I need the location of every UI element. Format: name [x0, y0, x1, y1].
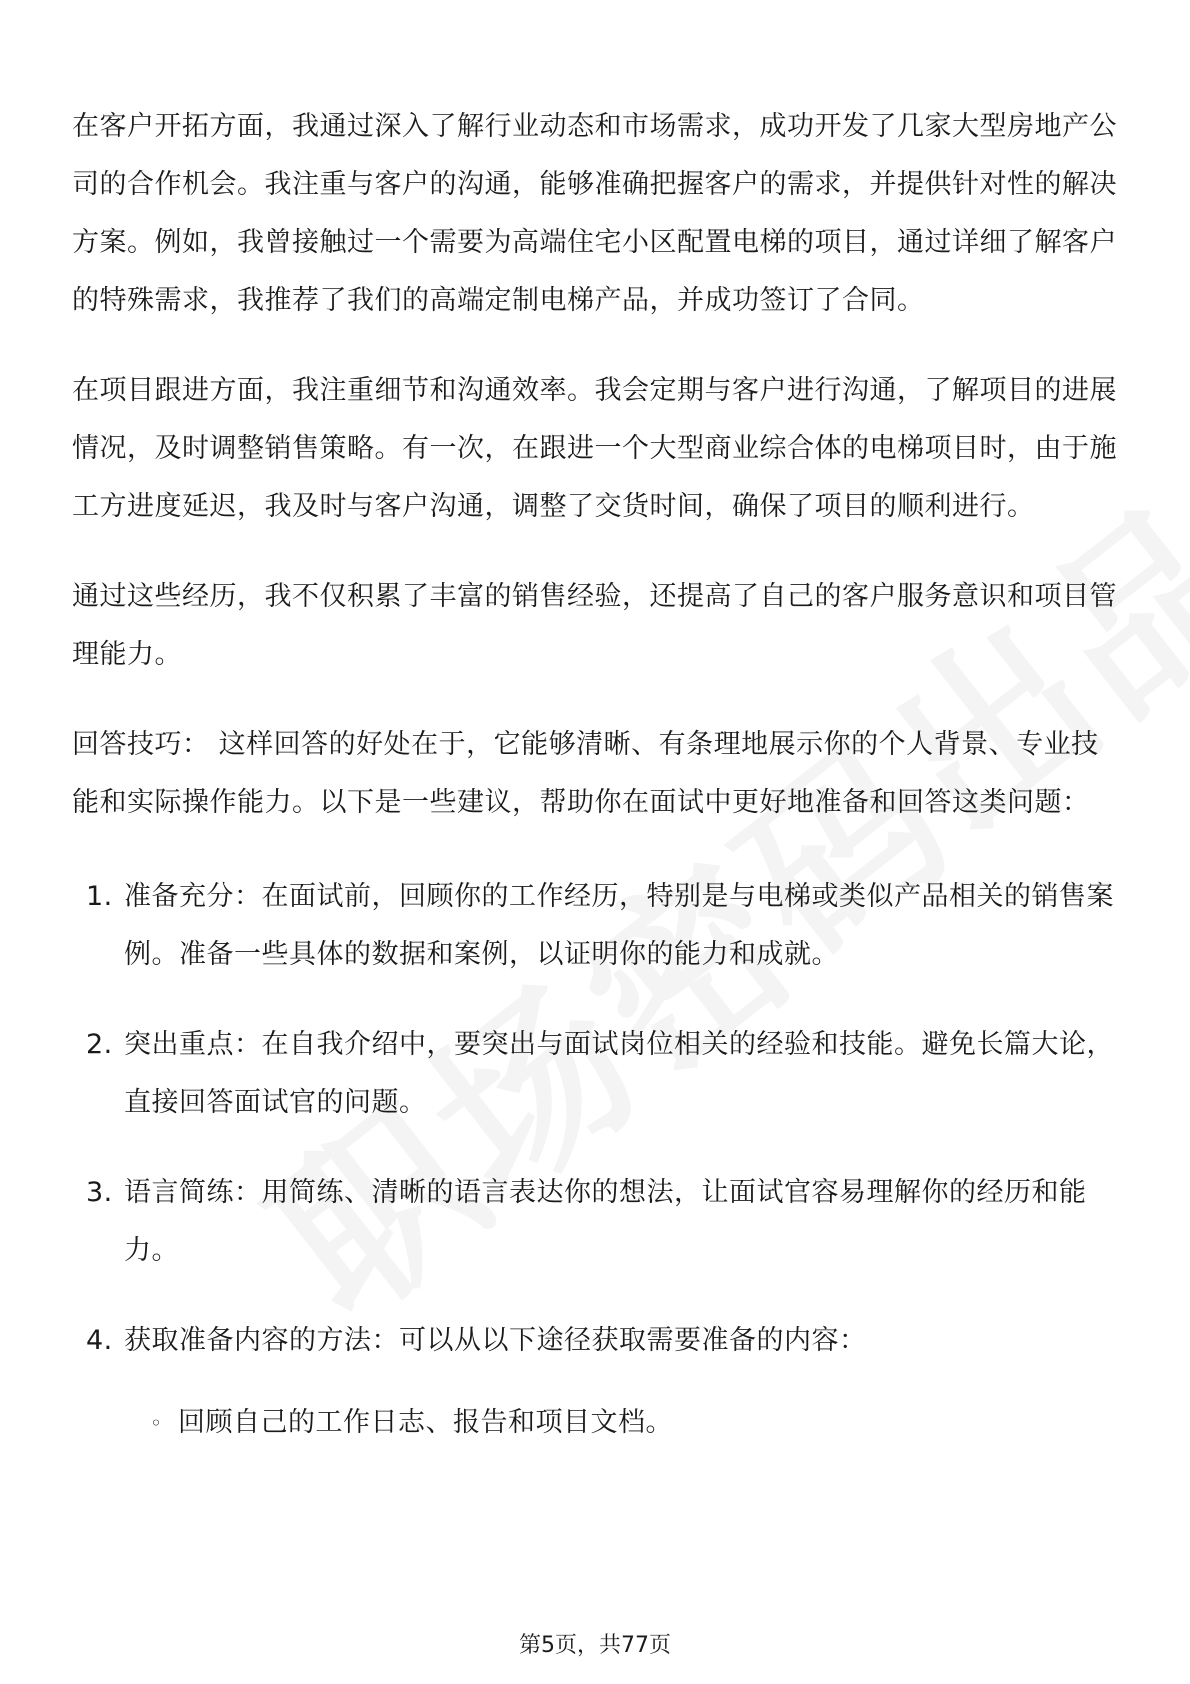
list-item-text: 语言简练：用简练、清晰的语言表达你的想法，让面试官容易理解你的经历和能力。 — [124, 1177, 1087, 1266]
list-item-text: 获取准备内容的方法：可以从以下途径获取需要准备的内容： — [124, 1325, 867, 1356]
page-number-footer: 第5页，共77页 — [519, 1633, 671, 1658]
list-item — [72, 1016, 1122, 1132]
paragraph-customer-development: 在客户开拓方面，我通过深入了解行业动态和市场需求，成功开发了几家大型房地产公司的合作机会。我注重与客户的沟通，能够准确把握客户的需求，并提供针对性的解决方案。例如，我曾接触过一个需要为高端住宅小区配置电梯的项目，通过详细了解客户的特殊需求，我推荐了我们的高端定制电梯产品，并成功签订了合同。 — [72, 111, 1117, 316]
document-body — [72, 98, 1122, 1452]
sub-list-item-text: 回顾自己的工作日志、报告和项目文档。 — [178, 1407, 673, 1438]
list-item — [72, 1164, 1122, 1280]
sub-list — [72, 1394, 1122, 1452]
list-number: 4. — [86, 1325, 113, 1356]
list-number: 3. — [86, 1177, 113, 1208]
paragraph-summary: 通过这些经历，我不仅积累了丰富的销售经验，还提高了自己的客户服务意识和项目管理能力。 — [72, 581, 1117, 670]
list-item-text: 准备充分：在面试前，回顾你的工作经历，特别是与电梯或类似产品相关的销售案例。准备一些具体的数据和案例，以证明你的能力和成就。 — [124, 881, 1114, 970]
list-item — [72, 1312, 1122, 1370]
list-number: 1. — [86, 881, 113, 912]
list-item — [72, 868, 1122, 984]
list-item-text: 突出重点：在自我介绍中，要突出与面试岗位相关的经验和技能。避免长篇大论，直接回答面试官的问题。 — [124, 1029, 1114, 1118]
tips-list — [72, 868, 1122, 1370]
paragraph-project-followup: 在项目跟进方面，我注重细节和沟通效率。我会定期与客户进行沟通，了解项目的进展情况，及时调整销售策略。有一次，在跟进一个大型商业综合体的电梯项目时，由于施工方进度延迟，我及时与客户沟通，调整了交货时间，确保了项目的顺利进行。 — [72, 375, 1117, 522]
list-number: 2. — [86, 1029, 113, 1060]
paragraph-answer-tips: 回答技巧： 这样回答的好处在于，它能够清晰、有条理地展示你的个人背景、专业技能和实际操作能力。以下是一些建议，帮助你在面试中更好地准备和回答这类问题： — [72, 729, 1099, 818]
sub-list-item — [72, 1394, 1122, 1452]
hollow-bullet-icon: ◦ — [150, 1411, 163, 1435]
